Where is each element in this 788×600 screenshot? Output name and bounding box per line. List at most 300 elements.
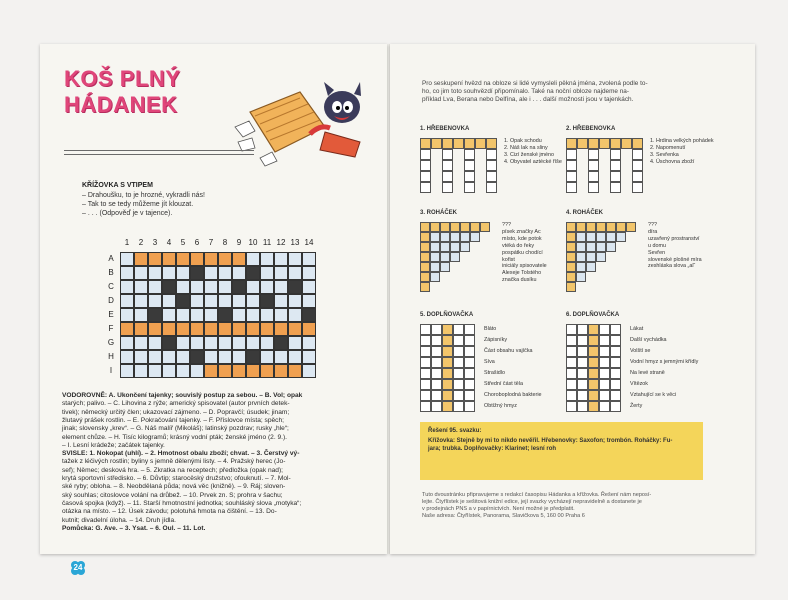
column-number: 11 bbox=[262, 238, 272, 247]
puzzle-cell bbox=[588, 379, 599, 390]
crossword-cell bbox=[134, 266, 148, 280]
clue-line: ské ryby; obloha. – 8. Neobdělaná půda; nová věc (knižně). – 9. Ráj; sloven- bbox=[62, 483, 286, 491]
crossword-cell bbox=[218, 308, 232, 322]
crossword-cell bbox=[176, 364, 190, 378]
joke-line: – Tak to se tedy můžeme jít klouzat. bbox=[82, 201, 194, 208]
puzzle-cell bbox=[431, 138, 442, 149]
puzzle-cell bbox=[430, 262, 440, 272]
crossword-cell bbox=[260, 294, 274, 308]
crossword-cell bbox=[232, 280, 246, 294]
puzzle-cell bbox=[577, 401, 588, 412]
puzzle-cell bbox=[576, 252, 586, 262]
puzzle-cell bbox=[588, 149, 599, 160]
puzzle-cell bbox=[632, 138, 643, 149]
puzzle-cell bbox=[586, 232, 596, 242]
puzzle-clue: kořist bbox=[502, 256, 515, 263]
crossword-cell bbox=[302, 308, 316, 322]
puzzle-cell bbox=[599, 138, 610, 149]
puzzle-cell bbox=[576, 222, 586, 232]
puzzle-cell bbox=[577, 346, 588, 357]
clue-line: kutnit; divadelní úloha. – 14. Druh jídla. bbox=[62, 516, 176, 524]
row-letter: I bbox=[109, 366, 113, 375]
puzzle-cell bbox=[475, 138, 486, 149]
row-letter: F bbox=[108, 324, 114, 333]
puzzle-cell bbox=[420, 160, 431, 171]
puzzle-cell bbox=[588, 171, 599, 182]
crossword-cell bbox=[260, 308, 274, 322]
puzzle-cell bbox=[610, 335, 621, 346]
puzzle-title: 5. DOPLŇOVAČKA bbox=[420, 312, 474, 318]
crossword-cell bbox=[134, 294, 148, 308]
right-page bbox=[390, 44, 755, 554]
puzzle-clue: 4. Obyvatel aztécké říše bbox=[504, 158, 562, 165]
puzzle-clue: Strašidlo bbox=[484, 370, 505, 376]
crossword-cell bbox=[302, 336, 316, 350]
puzzle-cell bbox=[610, 379, 621, 390]
puzzle-cell bbox=[431, 324, 442, 335]
puzzle-cell bbox=[588, 335, 599, 346]
puzzle-cell bbox=[632, 160, 643, 171]
puzzle-title: 1. HŘEBENOVKA bbox=[420, 126, 470, 132]
puzzle-clue: Vodní hmyz s jemnými křídly bbox=[630, 359, 699, 365]
puzzle-cell bbox=[566, 252, 576, 262]
crossword-cell bbox=[274, 308, 288, 322]
puzzle-cell bbox=[464, 401, 475, 412]
puzzle-cell bbox=[420, 272, 430, 282]
puzzle-cell bbox=[420, 282, 430, 292]
puzzle-cell bbox=[577, 335, 588, 346]
crossword-cell bbox=[204, 336, 218, 350]
puzzle-cell bbox=[610, 160, 621, 171]
puzzle-cell bbox=[610, 401, 621, 412]
crossword-cell bbox=[176, 308, 190, 322]
puzzle-cell bbox=[588, 357, 599, 368]
puzzle-cell bbox=[566, 138, 577, 149]
puzzle-cell bbox=[486, 160, 497, 171]
crossword-cell bbox=[190, 322, 204, 336]
puzzle-clue: díra bbox=[648, 228, 658, 235]
puzzle-cell bbox=[464, 368, 475, 379]
crossword-cell bbox=[134, 336, 148, 350]
puzzle-cell bbox=[588, 346, 599, 357]
crossword-cell bbox=[218, 280, 232, 294]
crossword-cell bbox=[218, 322, 232, 336]
puzzle-cell bbox=[420, 262, 430, 272]
crossword-cell bbox=[162, 322, 176, 336]
crossword-cell bbox=[120, 308, 134, 322]
puzzle-cell bbox=[610, 346, 621, 357]
column-number: 10 bbox=[248, 238, 258, 247]
puzzle-cell bbox=[610, 390, 621, 401]
clue-line: sef); Němec; desková hra. – 5. Zkratka na receptech; předložka (opak nad); bbox=[62, 466, 284, 474]
crossword-cell bbox=[260, 350, 274, 364]
crossword-cell bbox=[120, 294, 134, 308]
crossword-cell bbox=[288, 350, 302, 364]
crossword-cell bbox=[148, 308, 162, 322]
puzzle-clue: ??? bbox=[502, 222, 511, 228]
page-number-badge bbox=[70, 560, 86, 576]
puzzle-cell bbox=[596, 222, 606, 232]
crossword-cell bbox=[162, 280, 176, 294]
crossword-cell bbox=[232, 364, 246, 378]
crossword-cell bbox=[274, 294, 288, 308]
puzzle-cell bbox=[464, 390, 475, 401]
puzzle-cell bbox=[566, 401, 577, 412]
puzzle-cell bbox=[577, 390, 588, 401]
puzzle-cell bbox=[632, 149, 643, 160]
puzzle-clue: 3. Sevřenka bbox=[650, 151, 679, 158]
clue-line: otázka na místo. – 12. Úsek závodu; polotuhá hmota na čištění. – 13. Do- bbox=[62, 508, 277, 516]
puzzle-cell bbox=[430, 252, 440, 262]
puzzle-cell bbox=[632, 182, 643, 193]
puzzle-clue: Na levé straně bbox=[630, 370, 665, 376]
crossword-cell bbox=[302, 322, 316, 336]
crossword-cell bbox=[148, 266, 162, 280]
crossword-cell bbox=[274, 252, 288, 266]
puzzle-clue: uzavřený prostranství bbox=[648, 235, 700, 242]
puzzle-cell bbox=[442, 182, 453, 193]
puzzle-clue: Žerty bbox=[630, 403, 643, 409]
puzzle-cell bbox=[577, 357, 588, 368]
crossword-cell bbox=[148, 322, 162, 336]
puzzle-clue: 2. Napomenutí bbox=[650, 144, 686, 151]
puzzle-title: 4. ROHÁČEK bbox=[566, 210, 604, 216]
puzzle-cell bbox=[566, 335, 577, 346]
crossword-cell bbox=[120, 350, 134, 364]
crossword-cell bbox=[260, 322, 274, 336]
puzzle-cell bbox=[453, 390, 464, 401]
column-number: 13 bbox=[290, 238, 300, 247]
crossword-cell bbox=[134, 308, 148, 322]
puzzle-cell bbox=[442, 335, 453, 346]
puzzle-cell bbox=[616, 222, 626, 232]
crossword-cell bbox=[260, 336, 274, 350]
puzzle-cell bbox=[420, 182, 431, 193]
crossword-cell bbox=[204, 308, 218, 322]
puzzle-cell bbox=[632, 171, 643, 182]
crossword-cell bbox=[246, 308, 260, 322]
crossword-cell bbox=[232, 266, 246, 280]
puzzle-cell bbox=[420, 357, 431, 368]
puzzle-clue: slovenské plošné míra bbox=[648, 256, 702, 263]
clue-line: ský souhlas; citoslovce volání na drůbež. – 10. Prvek zn. S; prohra v šachu; bbox=[62, 491, 283, 499]
crossword-cell bbox=[190, 308, 204, 322]
puzzle-cell bbox=[420, 368, 431, 379]
puzzle-cell bbox=[588, 390, 599, 401]
puzzle-cell bbox=[486, 171, 497, 182]
crossword-section-title: KŘÍŽOVKA S VTIPEM bbox=[82, 182, 153, 189]
puzzle-cell bbox=[596, 252, 606, 262]
crossword-cell bbox=[218, 266, 232, 280]
puzzle-cell bbox=[431, 346, 442, 357]
puzzle-cell bbox=[576, 272, 586, 282]
crossword-cell bbox=[288, 280, 302, 294]
puzzle-cell bbox=[442, 357, 453, 368]
crossword-cell bbox=[302, 294, 316, 308]
puzzle-cell bbox=[464, 379, 475, 390]
puzzle-clue: Síva bbox=[484, 359, 495, 365]
intro-line: ho, co jim toto souhvězdí připomínalo. Také na noční obloze najdeme na- bbox=[422, 88, 629, 95]
joke-line: – Drahoušku, to je hrozné, vykradli nás! bbox=[82, 192, 205, 199]
puzzle-clue: pospátku chodící bbox=[502, 249, 543, 256]
puzzle-cell bbox=[431, 357, 442, 368]
clue-line: element chůze. – H. Tisíc kilogramů; krásný vodní pták; ženské jméno (2. 9.). bbox=[62, 433, 288, 441]
crossword-cell bbox=[120, 322, 134, 336]
clue-line: krytá sportovní středisko. – 6. Důvtip; starocěský družstvo; ofouknutí. – 7. Mol- bbox=[62, 475, 291, 482]
puzzle-cell bbox=[566, 182, 577, 193]
puzzle-cell bbox=[442, 346, 453, 357]
crossword-cell bbox=[176, 294, 190, 308]
puzzle-cell bbox=[566, 149, 577, 160]
puzzle-cell bbox=[464, 149, 475, 160]
puzzle-cell bbox=[442, 171, 453, 182]
crossword-cell bbox=[232, 336, 246, 350]
puzzle-cell bbox=[599, 357, 610, 368]
solution-title: Řešení 95. svazku: bbox=[428, 428, 482, 434]
puzzle-cell bbox=[420, 324, 431, 335]
crossword-cell bbox=[246, 350, 260, 364]
puzzle-cell bbox=[566, 242, 576, 252]
puzzle-cell bbox=[606, 242, 616, 252]
puzzle-cell bbox=[440, 252, 450, 262]
crossword-cell bbox=[190, 266, 204, 280]
puzzle-clue: Alexeje Tolstého bbox=[502, 270, 542, 277]
puzzle-cell bbox=[596, 232, 606, 242]
crossword-cell bbox=[148, 336, 162, 350]
puzzle-cell bbox=[450, 252, 460, 262]
crossword-cell bbox=[190, 364, 204, 378]
crossword-cell bbox=[148, 294, 162, 308]
puzzle-cell bbox=[420, 335, 431, 346]
puzzle-cell bbox=[453, 401, 464, 412]
puzzle-cell bbox=[430, 222, 440, 232]
puzzle-cell bbox=[442, 401, 453, 412]
puzzle-cell bbox=[420, 346, 431, 357]
puzzle-clue: u domu bbox=[648, 242, 666, 249]
puzzle-clue: Sevřen bbox=[648, 249, 666, 256]
clue-line: tažek z léčivých rostlin; byliny s jemně dělenými listy. – 4. Pražský herec (Jo- bbox=[62, 458, 286, 466]
puzzle-cell bbox=[460, 242, 470, 252]
puzzle-cell bbox=[420, 401, 431, 412]
row-letter: E bbox=[108, 310, 114, 319]
crossword-cell bbox=[134, 252, 148, 266]
clue-line: Pomůcka: G. Ave. – 3. Ysat. – 6. Oul. – 11. Lot. bbox=[62, 524, 206, 532]
clue-line: žlutavý prášek rostlin. – E. Pokračování tajenky. – F. Příslovce místa; spěch; bbox=[62, 416, 284, 424]
puzzle-clue: písek značky Ac bbox=[502, 228, 541, 235]
puzzle-cell bbox=[453, 346, 464, 357]
puzzle-cell bbox=[596, 242, 606, 252]
page-title-line2: HÁDANEK bbox=[64, 92, 178, 117]
crossword-cell bbox=[120, 364, 134, 378]
puzzle-cell bbox=[470, 232, 480, 242]
column-number: 3 bbox=[152, 238, 158, 247]
puzzle-cell bbox=[576, 262, 586, 272]
puzzle-clue: iniciály spisovatele bbox=[502, 263, 547, 270]
puzzle-cell bbox=[588, 160, 599, 171]
puzzle-cell bbox=[610, 138, 621, 149]
crossword-cell bbox=[246, 322, 260, 336]
crossword-cell bbox=[162, 266, 176, 280]
crossword-cell bbox=[232, 252, 246, 266]
column-number: 9 bbox=[236, 238, 242, 247]
puzzle-cell bbox=[566, 346, 577, 357]
clue-line: VODOROVNĚ: A. Ukončení tajenky; souvislý postup za sebou. – B. Vol; opak bbox=[62, 392, 303, 399]
puzzle-cell bbox=[430, 232, 440, 242]
puzzle-cell bbox=[610, 171, 621, 182]
puzzle-title: 2. HŘEBENOVKA bbox=[566, 126, 616, 132]
column-number: 14 bbox=[304, 238, 314, 247]
page-number: 24 bbox=[73, 563, 83, 572]
puzzle-cell bbox=[599, 324, 610, 335]
puzzle-cell bbox=[599, 379, 610, 390]
joke-line: – . . . (Odpověď je v tajence). bbox=[82, 210, 173, 217]
row-letter: B bbox=[108, 268, 114, 277]
puzzle-clue: Bláto bbox=[484, 326, 497, 332]
puzzle-clue: Vítězok bbox=[630, 381, 648, 387]
puzzle-cell bbox=[586, 242, 596, 252]
puzzle-cell bbox=[566, 222, 576, 232]
crossword-cell bbox=[288, 308, 302, 322]
puzzle-clue: místo, kde potok bbox=[502, 235, 542, 242]
puzzle-cell bbox=[464, 346, 475, 357]
crossword-cell bbox=[148, 280, 162, 294]
crossword-cell bbox=[204, 294, 218, 308]
puzzle-cell bbox=[440, 222, 450, 232]
puzzle-cell bbox=[431, 368, 442, 379]
footer-note bbox=[422, 492, 737, 520]
puzzle-clue: 3. Cizí ženské jméno bbox=[504, 151, 555, 158]
puzzle-cell bbox=[453, 335, 464, 346]
crossword-cell bbox=[120, 266, 134, 280]
puzzle-cell bbox=[610, 357, 621, 368]
puzzle-cell bbox=[453, 324, 464, 335]
puzzle-cell bbox=[566, 160, 577, 171]
left-page bbox=[40, 44, 387, 572]
puzzle-cell bbox=[599, 401, 610, 412]
crossword-cell bbox=[176, 266, 190, 280]
crossword-cell bbox=[246, 280, 260, 294]
crossword-cell bbox=[134, 280, 148, 294]
crossword-cell bbox=[232, 308, 246, 322]
puzzle-cell bbox=[464, 138, 475, 149]
crossword-cell bbox=[232, 350, 246, 364]
crossword-cell bbox=[302, 266, 316, 280]
crossword-cell bbox=[232, 322, 246, 336]
puzzle-cell bbox=[464, 160, 475, 171]
crossword-cell bbox=[260, 266, 274, 280]
crossword-cell bbox=[302, 252, 316, 266]
puzzle-cell bbox=[566, 262, 576, 272]
footer-line: v prodejnách PNS a v papírnictvích. Není možné je předplatit. bbox=[422, 506, 575, 512]
puzzle-cell bbox=[420, 252, 430, 262]
crossword-cell bbox=[148, 350, 162, 364]
puzzle-cell bbox=[566, 368, 577, 379]
puzzle-clue: Choroboplodná bakterie bbox=[484, 392, 542, 398]
puzzle-cell bbox=[442, 368, 453, 379]
crossword-cell bbox=[218, 294, 232, 308]
crossword-cell bbox=[246, 364, 260, 378]
crossword-cell bbox=[246, 336, 260, 350]
crossword-cell bbox=[120, 252, 134, 266]
puzzle-cell bbox=[464, 335, 475, 346]
puzzle-cell bbox=[588, 182, 599, 193]
puzzle-cell bbox=[420, 242, 430, 252]
puzzle-clue: Další vychádka bbox=[630, 337, 667, 343]
puzzle-cell bbox=[460, 222, 470, 232]
puzzle-cell bbox=[464, 171, 475, 182]
puzzle-cell bbox=[486, 138, 497, 149]
crossword-cell bbox=[274, 322, 288, 336]
page-title-line1: KOŠ PLNÝ bbox=[64, 66, 181, 91]
puzzle-cell bbox=[486, 149, 497, 160]
clue-line: – I. Lesní krádeže; začátek tajenky. bbox=[62, 441, 165, 449]
crossword-cell bbox=[190, 252, 204, 266]
column-number: 5 bbox=[180, 238, 186, 247]
crossword-cell bbox=[204, 350, 218, 364]
clue-line: jinak; slovensky „krev“. – G. Náš malíř (Mikoláš); latinský pozdrav; rusky „hle“; bbox=[62, 425, 289, 433]
puzzle-cell bbox=[566, 390, 577, 401]
puzzle-cell bbox=[464, 324, 475, 335]
puzzle-cell bbox=[420, 138, 431, 149]
row-letter: G bbox=[107, 338, 115, 347]
puzzle-clue: 4. Úschovna zboží bbox=[650, 158, 695, 165]
puzzle-cell bbox=[430, 242, 440, 252]
puzzle-cell bbox=[588, 368, 599, 379]
crossword-cell bbox=[232, 294, 246, 308]
crossword-cell bbox=[288, 252, 302, 266]
column-number: 8 bbox=[222, 238, 228, 247]
puzzle-clue: ??? bbox=[648, 222, 657, 228]
puzzle-cell bbox=[599, 390, 610, 401]
puzzle-cell bbox=[610, 182, 621, 193]
puzzle-cell bbox=[453, 357, 464, 368]
puzzle-cell bbox=[442, 324, 453, 335]
column-number: 1 bbox=[124, 238, 130, 247]
puzzle-clue: Vztahující se k věci bbox=[630, 392, 677, 398]
crossword-cell bbox=[176, 322, 190, 336]
crossword-cell bbox=[176, 280, 190, 294]
column-number: 12 bbox=[276, 238, 286, 247]
clue-line: tivek); německý určitý člen; ukazovací zájmeno. – D. Popravčí; úsudek; jinam; bbox=[62, 408, 290, 416]
puzzle-cell bbox=[431, 379, 442, 390]
puzzle-cell bbox=[442, 149, 453, 160]
puzzle-cell bbox=[442, 379, 453, 390]
puzzle-cell bbox=[599, 368, 610, 379]
crossword-cell bbox=[274, 280, 288, 294]
puzzle-cell bbox=[460, 232, 470, 242]
puzzle-clue: Volští se bbox=[630, 348, 651, 354]
crossword-cell bbox=[162, 252, 176, 266]
puzzle-clue: vtéká do řeky bbox=[502, 242, 535, 249]
puzzle-cell bbox=[442, 138, 453, 149]
puzzle-cell bbox=[453, 368, 464, 379]
puzzle-cell bbox=[586, 252, 596, 262]
crossword-cell bbox=[302, 280, 316, 294]
puzzle-cell bbox=[440, 232, 450, 242]
puzzle-title: 3. ROHÁČEK bbox=[420, 210, 458, 216]
footer-line: lejte. Čtyřlístek je sešitová knižní edice, její svazky vycházejí nepravidelně a dostanete je bbox=[422, 499, 642, 505]
intro-line: Pro seskupení hvězd na obloze si lidé vymysleli pěkná jména, zvolená podle to- bbox=[422, 80, 648, 87]
puzzle-cell bbox=[606, 222, 616, 232]
cat-with-basket-illustration bbox=[230, 72, 380, 182]
crossword-cell bbox=[190, 280, 204, 294]
puzzle-cell bbox=[442, 160, 453, 171]
puzzle-cell bbox=[431, 390, 442, 401]
column-number: 7 bbox=[208, 238, 214, 247]
crossword-cell bbox=[176, 350, 190, 364]
crossword-cell bbox=[274, 364, 288, 378]
puzzle-cell bbox=[599, 346, 610, 357]
